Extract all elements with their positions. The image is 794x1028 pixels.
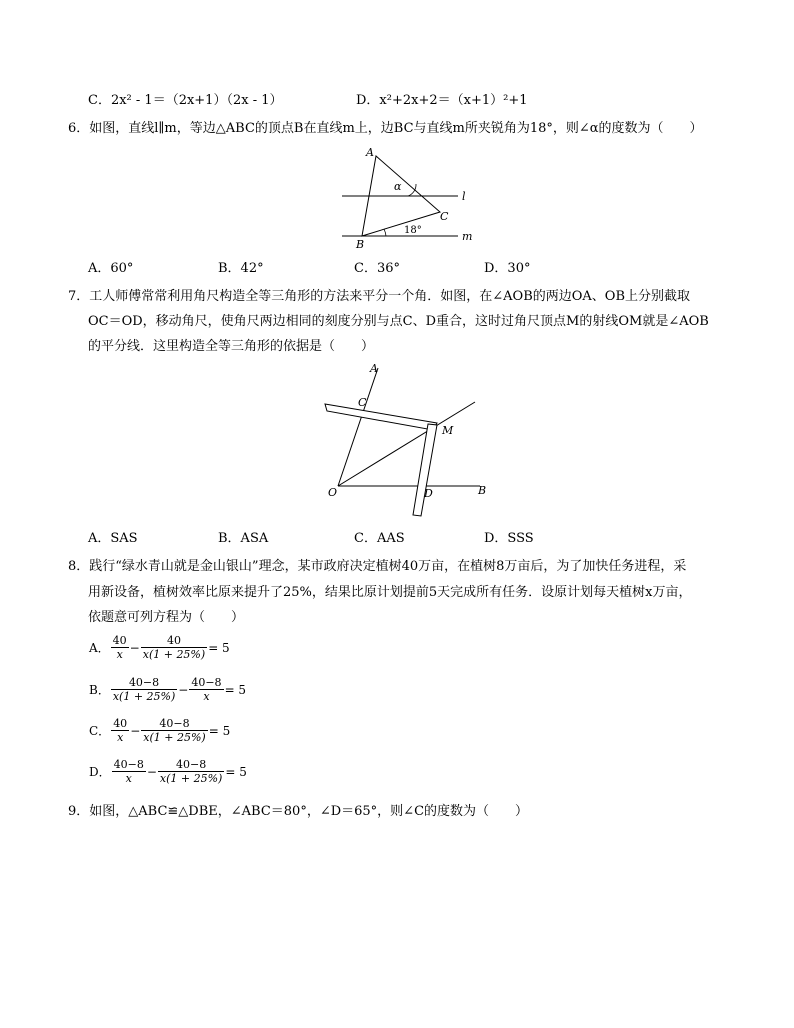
q8-stem-line2: 用新设备，植树效率比原来提升了25%，结果比原计划提前5天完成所有任务．设原计划每天植树x万亩， bbox=[88, 585, 692, 600]
q7-stem-line1: 7．工人师傅常常利用角尺构造全等三角形的方法来平分一个角．如图，在∠AOB的两边OA、OB上分别截取 bbox=[68, 289, 691, 304]
q7-option-a: A．SAS bbox=[88, 531, 138, 546]
q6-option-b: B．42° bbox=[218, 261, 264, 276]
q6-label-angle: 18° bbox=[404, 225, 422, 236]
q6-label-a: A bbox=[366, 146, 374, 159]
q8-option-a: A． $\frac{40}{x}$ − $\frac{40}{x(1 + 25\%)}$ = 5 bbox=[89, 634, 230, 661]
q6-label-c: C bbox=[440, 210, 449, 223]
q7-label-m: M bbox=[442, 424, 454, 437]
q6-label-l: l bbox=[462, 190, 466, 203]
q6-label-alpha: α bbox=[394, 180, 402, 193]
q8-option-c: C． $\frac{40}{x}$ − $\frac{40-8}{x(1 + 25\%)}$ = 5 bbox=[89, 717, 231, 744]
q9-stem: 9．如图，△ABC≌△DBE，∠ABC＝80°，∠D＝65°，则∠C的度数为（ ） bbox=[68, 804, 529, 819]
q6-stem: 6．如图，直线l∥m，等边△ABC的顶点B在直线m上，边BC与直线m所夹锐角为18°，则∠α的度数为（ ） bbox=[68, 121, 703, 136]
q7-label-a: A bbox=[370, 362, 378, 375]
q6-option-a: A．60° bbox=[88, 261, 134, 276]
q7-option-d: D．SSS bbox=[484, 531, 534, 546]
q5-option-c: C．2x² - 1＝（2x+1）（2x - 1） bbox=[88, 93, 283, 108]
q6-figure bbox=[330, 142, 480, 254]
q8-option-b: B． $\frac{40-8}{x(1 + 25\%)}$ − $\frac{40-8}{x}$ = 5 bbox=[89, 676, 247, 703]
q6-label-b: B bbox=[356, 238, 365, 251]
q7-stem-line2: OC＝OD，移动角尺，使角尺两边相同的刻度分别与点C、D重合，这时过角尺顶点M的射线OM就是∠AOB bbox=[88, 314, 709, 329]
q7-label-o: O bbox=[328, 486, 338, 499]
q5-option-d: D．x²+2x+2＝（x+1）²+1 bbox=[356, 93, 528, 108]
q7-label-c: C bbox=[358, 396, 367, 409]
q8-stem-line1: 8．践行“绿水青山就是金山银山”理念，某市政府决定植树40万亩，在植树8万亩后，为了加快任务进程，采 bbox=[68, 559, 687, 574]
q6-option-c: C．36° bbox=[354, 261, 400, 276]
q6-option-d: D．30° bbox=[484, 261, 531, 276]
q6-label-m: m bbox=[462, 230, 473, 243]
q7-option-c: C．AAS bbox=[354, 531, 405, 546]
q8-stem-line3: 依题意可列方程为（ ） bbox=[88, 610, 245, 625]
q7-label-d: D bbox=[424, 487, 433, 500]
q7-figure bbox=[320, 362, 500, 522]
q7-stem-line3: 的平分线．这里构造全等三角形的依据是（ ） bbox=[88, 339, 375, 354]
q8-option-d: D． $\frac{40-8}{x}$ − $\frac{40-8}{x(1 + 25\%)}$ = 5 bbox=[89, 758, 247, 785]
q7-option-b: B．ASA bbox=[218, 531, 269, 546]
q7-label-b: B bbox=[478, 484, 487, 497]
